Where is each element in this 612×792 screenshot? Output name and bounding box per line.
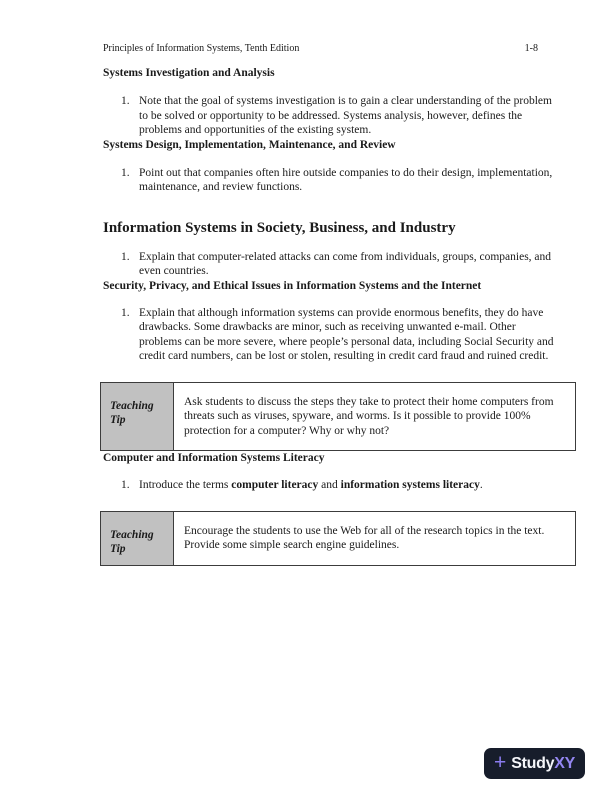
list-text: Explain that although information systems can provide enormous benefits, they do have drawbacks. Some drawbacks are minor, such as receiving unwanted e-mail. Other problems can be more severe, where people’s personal data, including Social Security and credit card numbers, can be lost or stolen, resulting in credit card fraud and ruined credit. [139, 306, 554, 362]
bold-term: information systems literacy [340, 479, 480, 491]
list-number: 1. [121, 95, 130, 107]
bold-term: computer literacy [231, 479, 319, 491]
list-item [121, 166, 577, 195]
list-text: Point out that companies often hire outside companies to do their design, implementation, maintenance, and review functions. [139, 166, 553, 193]
studyxy-logo [484, 748, 585, 779]
teaching-tip-box [100, 511, 576, 566]
brand-accent: XY [554, 754, 575, 772]
teaching-tip-box [100, 382, 576, 452]
list-item [121, 478, 577, 493]
teaching-tip-label: Teaching Tip [101, 512, 174, 565]
list-number: 1. [121, 479, 130, 491]
list-item [121, 94, 577, 138]
list-number: 1. [121, 306, 130, 319]
document-title: Principles of Information Systems, Tenth Edition [103, 43, 300, 54]
heading-security-privacy: Security, Privacy, and Ethical Issues in Information Systems and the Internet [103, 279, 482, 292]
list-number: 1. [121, 166, 130, 179]
page-header [103, 43, 538, 55]
list-text [139, 478, 559, 493]
heading-systems-investigation: Systems Investigation and Analysis [103, 67, 275, 79]
page-number: 1-8 [524, 43, 538, 54]
heading-computer-literacy: Computer and Information Systems Literacy [103, 452, 325, 464]
document-body [100, 66, 577, 566]
brand-wordmark [511, 755, 575, 773]
teaching-tip-text: Ask students to discuss the steps they take to protect their home computers from threats such as viruses, spyware, and worms. Is it possible to provide 100% protection for a computer? Why or why not? [184, 395, 554, 437]
list-text-segment: Introduce the terms [139, 479, 232, 491]
list-item [121, 306, 577, 364]
teaching-tip-text: Encourage the students to use the Web for all of the research topics in the text. Provide some simple search engine guidelines. [184, 524, 545, 551]
heading-systems-design: Systems Design, Implementation, Maintenance, and Review [103, 138, 396, 151]
list-item [121, 250, 577, 279]
teaching-tip-label: Teaching Tip [101, 383, 174, 451]
heading-information-systems-society: Information Systems in Society, Business, and Industry [103, 219, 456, 236]
list-text: Note that the goal of systems investigation is to gain a clear understanding of the problem to be solved or opportunity to be addressed. Systems analysis, however, defines the problems and opportunities of the existing system. [139, 95, 552, 136]
list-text: Explain that computer-related attacks can come from individuals, groups, companies, and even countries. [139, 250, 552, 277]
list-number: 1. [121, 250, 130, 263]
plus-icon: + [494, 750, 507, 774]
list-text-segment: . [479, 479, 483, 491]
list-text-segment: and [318, 479, 341, 491]
brand-primary: Study [511, 754, 555, 772]
